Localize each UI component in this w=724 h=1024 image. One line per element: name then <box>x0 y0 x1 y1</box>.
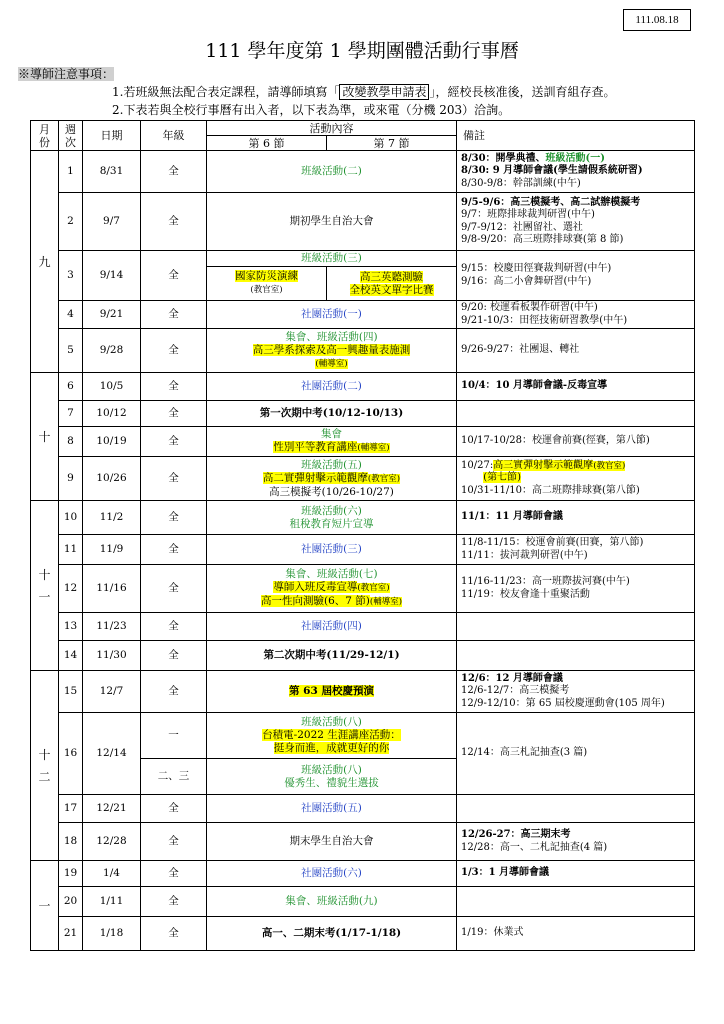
period-7-activity: 高三英聽測驗 全校英文單字比賽 <box>327 267 457 301</box>
remarks-cell: 8/30：開學典禮、班級活動(一) 8/30: 9 月導師會議(學生請假系統研習) 8/30-9/8：幹部訓練(中午) <box>457 151 695 193</box>
notes-header: ※導師注意事項： <box>18 67 115 81</box>
note-1: 1.若班級無法配合表定課程，請導師填寫「 改變教學申請表 」，經校長核准後，送訓育組存查。 <box>112 85 616 99</box>
date-cell: 11/30 <box>83 641 141 671</box>
date-cell: 8/31 <box>83 151 141 193</box>
grade-cell: 全 <box>141 401 207 427</box>
table-row <box>31 501 695 535</box>
header-period-6: 第 6 節 <box>207 136 327 151</box>
table-row <box>31 427 695 457</box>
activity-cell: 第 63 屆校慶預演 <box>207 671 457 713</box>
remarks-cell: 10/4：10 月導師會議-反毒宣導 <box>457 373 695 401</box>
week-cell: 20 <box>59 887 83 917</box>
activity-cell: 社團活動(二) <box>207 373 457 401</box>
activity-cell: 期末學生自治大會 <box>207 823 457 861</box>
grade-cell: 全 <box>141 917 207 951</box>
week-cell: 17 <box>59 795 83 823</box>
table-row <box>31 457 695 501</box>
week-cell: 6 <box>59 373 83 401</box>
week-cell: 19 <box>59 861 83 887</box>
grade-cell: 全 <box>141 329 207 373</box>
week-cell: 8 <box>59 427 83 457</box>
header-date: 日期 <box>83 121 141 151</box>
grade-cell: 全 <box>141 887 207 917</box>
remarks-cell: 12/26-27：高三期末考 12/28：高一、二札記抽查(4 篇) <box>457 823 695 861</box>
activity-cell: 社團活動(五) <box>207 795 457 823</box>
grade-cell: 全 <box>141 193 207 251</box>
grade-cell: 全 <box>141 301 207 329</box>
grade-cell: 全 <box>141 535 207 565</box>
week-cell: 15 <box>59 671 83 713</box>
remarks-cell <box>457 613 695 641</box>
header-month: 月 份 <box>31 121 59 151</box>
date-cell: 12/28 <box>83 823 141 861</box>
grade-cell: 全 <box>141 501 207 535</box>
week-cell: 3 <box>59 251 83 301</box>
date-cell: 10/26 <box>83 457 141 501</box>
note-2: 2.下表若與全校行事曆有出入者，以下表為準，或來電（分機 203）洽詢。 <box>112 103 511 117</box>
week-cell: 5 <box>59 329 83 373</box>
remarks-cell: 10/27:高三實彈射擊示範觀摩(教官室) (第七節) 10/31-11/10：高二班際排球賽(第八節) <box>457 457 695 501</box>
remarks-cell: 12/14：高三札記抽查(3 篇) <box>457 713 695 795</box>
activity-cell: 班級活動(五) 高二實彈射擊示範觀摩(教官室) 高三模擬考(10/26-10/27) <box>207 457 457 501</box>
remarks-cell: 9/26-9/27：社團退、轉社 <box>457 329 695 373</box>
week-cell: 14 <box>59 641 83 671</box>
week-cell: 16 <box>59 713 83 795</box>
date-cell: 12/21 <box>83 795 141 823</box>
table-row <box>31 401 695 427</box>
activity-cell: 第一次期中考(10/12-10/13) <box>207 401 457 427</box>
week-cell: 7 <box>59 401 83 427</box>
remarks-cell <box>457 795 695 823</box>
table-row <box>31 301 695 329</box>
date-cell: 10/5 <box>83 373 141 401</box>
activity-cell: 集會、班級活動(四) 高三學系探索及高一興趣量表施測 (輔導室) <box>207 329 457 373</box>
week-cell: 18 <box>59 823 83 861</box>
header-content: 活動內容 <box>207 121 457 136</box>
remarks-cell: 9/15：校慶田徑賽裁判研習(中午) 9/16：高二小會舞研習(中午) <box>457 251 695 301</box>
grade-cell: 全 <box>141 251 207 301</box>
month-cell-october: 十 <box>31 373 59 501</box>
date-cell: 9/7 <box>83 193 141 251</box>
week-cell: 21 <box>59 917 83 951</box>
week-cell: 13 <box>59 613 83 641</box>
date-cell: 11/9 <box>83 535 141 565</box>
grade-cell: 全 <box>141 795 207 823</box>
activity-cell: 社團活動(三) <box>207 535 457 565</box>
activity-cell: 期初學生自治大會 <box>207 193 457 251</box>
activity-cell: 班級活動(六) 租稅教育短片宣導 <box>207 501 457 535</box>
table-row <box>31 671 695 713</box>
remarks-cell: 11/8-11/15：校運會前賽(田賽，第八節) 11/11：拔河裁判研習(中午) <box>457 535 695 565</box>
table-row <box>31 535 695 565</box>
table-row <box>31 565 695 613</box>
date-cell: 11/23 <box>83 613 141 641</box>
date-cell: 12/7 <box>83 671 141 713</box>
remarks-cell: 1/3：1 月導師會議 <box>457 861 695 887</box>
header-week: 週 次 <box>59 121 83 151</box>
grade-cell: 全 <box>141 823 207 861</box>
grade-cell: 全 <box>141 373 207 401</box>
month-cell-september: 九 <box>31 151 59 373</box>
remarks-cell: 10/17-10/28：校運會前賽(徑賽，第八節) <box>457 427 695 457</box>
table-row <box>31 251 695 267</box>
month-cell-december: 十 二 <box>31 671 59 861</box>
date-cell: 11/16 <box>83 565 141 613</box>
activity-cell: 集會 性別平等教育講座(輔導室) <box>207 427 457 457</box>
remarks-cell: 12/6：12 月導師會議 12/6-12/7：高三模擬考 12/9-12/10：第 65 屆校慶運動會(105 周年) <box>457 671 695 713</box>
month-cell-november: 十 一 <box>31 501 59 671</box>
activity-cell: 社團活動(四) <box>207 613 457 641</box>
table-row <box>31 861 695 887</box>
activity-cell: 集會、班級活動(七) 導師入班反毒宣導(教官室) 高一性向測驗(6、7 節)(輔導室) <box>207 565 457 613</box>
date-cell: 12/14 <box>83 713 141 795</box>
document-date: 111.08.18 <box>623 9 691 31</box>
grade-cell: 全 <box>141 151 207 193</box>
grade-cell: 全 <box>141 565 207 613</box>
activity-cell: 班級活動(八) 台積電-2022 生涯講座活動： 挺身而進，成就更好的你 <box>207 713 457 759</box>
grade-cell: 一 <box>141 713 207 759</box>
activity-cell: 集會、班級活動(九) <box>207 887 457 917</box>
date-cell: 1/11 <box>83 887 141 917</box>
grade-cell: 全 <box>141 457 207 501</box>
month-cell-january: 一 <box>31 861 59 951</box>
page-title: 111 學年度第 1 學期團體活動行事曆 <box>205 40 519 62</box>
week-cell: 4 <box>59 301 83 329</box>
remarks-cell: 1/19：休業式 <box>457 917 695 951</box>
date-cell: 9/28 <box>83 329 141 373</box>
activity-cell: 高一、二期末考(1/17-1/18) <box>207 917 457 951</box>
week-cell: 12 <box>59 565 83 613</box>
activity-cell: 班級活動(八) 優秀生、禮貌生選拔 <box>207 759 457 795</box>
table-row <box>31 613 695 641</box>
week-cell: 9 <box>59 457 83 501</box>
remarks-cell: 11/16-11/23：高一班際拔河賽(中午) 11/19：校友會逢十重聚活動 <box>457 565 695 613</box>
change-form-name: 改變教學申請表 <box>339 84 429 100</box>
week-cell: 1 <box>59 151 83 193</box>
activity-cell: 社團活動(一) <box>207 301 457 329</box>
date-cell: 10/19 <box>83 427 141 457</box>
activity-cell: 第二次期中考(11/29-12/1) <box>207 641 457 671</box>
grade-cell: 二、三 <box>141 759 207 795</box>
grade-cell: 全 <box>141 641 207 671</box>
header-grade: 年級 <box>141 121 207 151</box>
date-cell: 9/21 <box>83 301 141 329</box>
table-row <box>31 917 695 951</box>
date-cell: 10/12 <box>83 401 141 427</box>
date-cell: 1/4 <box>83 861 141 887</box>
table-row <box>31 713 695 759</box>
table-row <box>31 795 695 823</box>
remarks-cell: 9/5-9/6：高三模擬考、高二試辦模擬考 9/7：班際排球裁判研習(中午) 9/7-9/12：社團留社、選社 9/8-9/20：高三班際排球賽(第 8 節) <box>457 193 695 251</box>
table-row <box>31 151 695 193</box>
table-row <box>31 329 695 373</box>
week-cell: 10 <box>59 501 83 535</box>
period-6-activity: 國家防災演練 (教官室) <box>207 267 327 301</box>
date-cell: 1/18 <box>83 917 141 951</box>
grade-cell: 全 <box>141 861 207 887</box>
remarks-cell <box>457 641 695 671</box>
week-cell: 11 <box>59 535 83 565</box>
grade-cell: 全 <box>141 671 207 713</box>
header-remarks: 備註 <box>457 121 695 151</box>
table-row <box>31 373 695 401</box>
activity-cell: 班級活動(三) <box>207 251 457 267</box>
remarks-cell: 9/20: 校運看板製作研習(中午) 9/21-10/3：田徑技術研習教學(中午) <box>457 301 695 329</box>
remarks-cell: 11/1：11 月導師會議 <box>457 501 695 535</box>
grade-cell: 全 <box>141 613 207 641</box>
remarks-cell <box>457 887 695 917</box>
activity-schedule-table <box>30 120 695 951</box>
activity-cell: 社團活動(六) <box>207 861 457 887</box>
week-cell: 2 <box>59 193 83 251</box>
date-cell: 11/2 <box>83 501 141 535</box>
table-row <box>31 641 695 671</box>
activity-cell: 班級活動(二) <box>207 151 457 193</box>
header-period-7: 第 7 節 <box>327 136 457 151</box>
grade-cell: 全 <box>141 427 207 457</box>
table-row <box>31 193 695 251</box>
remarks-cell <box>457 401 695 427</box>
table-row <box>31 887 695 917</box>
date-cell: 9/14 <box>83 251 141 301</box>
table-row <box>31 823 695 861</box>
